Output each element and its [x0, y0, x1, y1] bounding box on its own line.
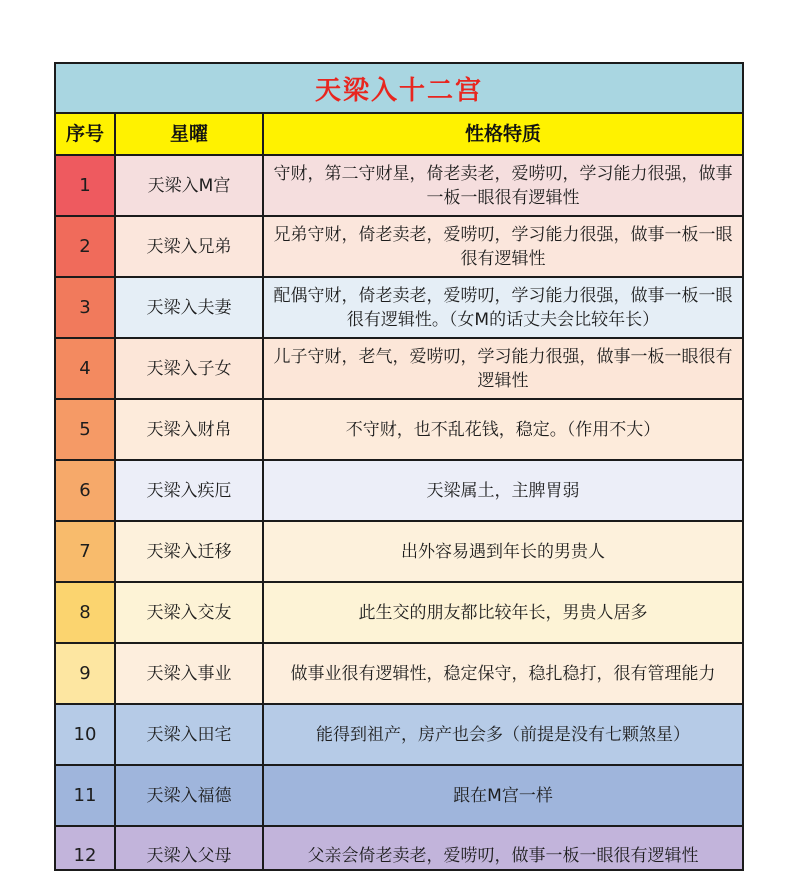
row-traits: 守财，第二守财星，倚老卖老，爱唠叨，学习能力很强，做事一板一眼很有逻辑性: [264, 156, 742, 217]
row-index: 2: [56, 217, 116, 278]
row-traits: 出外容易遇到年长的男贵人: [264, 522, 742, 583]
row-index: 5: [56, 400, 116, 461]
table-grid: [56, 114, 742, 871]
row-index: 3: [56, 278, 116, 339]
row-star: 天梁入兄弟: [116, 217, 264, 278]
row-star: 天梁入迁移: [116, 522, 264, 583]
row-traits: 配偶守财，倚老卖老，爱唠叨，学习能力很强，做事一板一眼很有逻辑性。（女M的话丈夫会比较年长）: [264, 278, 742, 339]
row-index: 6: [56, 461, 116, 522]
row-traits: 父亲会倚老卖老，爱唠叨，做事一板一眼很有逻辑性: [264, 827, 742, 871]
row-traits: 能得到祖产，房产也会多（前提是没有七颗煞星）: [264, 705, 742, 766]
row-star: 天梁入疾厄: [116, 461, 264, 522]
table-title: 天梁入十二宫: [314, 75, 483, 106]
row-star: 天梁入福德: [116, 766, 264, 827]
row-index: 1: [56, 156, 116, 217]
row-index: 9: [56, 644, 116, 705]
row-star: 天梁入财帛: [116, 400, 264, 461]
row-star: 天梁入交友: [116, 583, 264, 644]
row-traits: 跟在M宫一样: [264, 766, 742, 827]
row-star: 天梁入M宫: [116, 156, 264, 217]
row-index: 11: [56, 766, 116, 827]
row-star: 天梁入事业: [116, 644, 264, 705]
row-traits: 兄弟守财，倚老卖老，爱唠叨，学习能力很强，做事一板一眼很有逻辑性: [264, 217, 742, 278]
row-index: 10: [56, 705, 116, 766]
row-star: 天梁入田宅: [116, 705, 264, 766]
row-traits: 儿子守财，老气，爱唠叨，学习能力很强，做事一板一眼很有逻辑性: [264, 339, 742, 400]
header-index: 序号: [56, 114, 116, 156]
header-traits: 性格特质: [264, 114, 742, 156]
row-traits: 天梁属土，主脾胃弱: [264, 461, 742, 522]
row-index: 12: [56, 827, 116, 871]
row-star: 天梁入父母: [116, 827, 264, 871]
row-star: 天梁入子女: [116, 339, 264, 400]
row-index: 7: [56, 522, 116, 583]
row-index: 4: [56, 339, 116, 400]
table-title-bar: [56, 64, 742, 114]
row-star: 天梁入夫妻: [116, 278, 264, 339]
row-traits: 不守财，也不乱花钱，稳定。（作用不大）: [264, 400, 742, 461]
row-index: 8: [56, 583, 116, 644]
header-star: 星曜: [116, 114, 264, 156]
palace-table: [54, 62, 744, 871]
row-traits: 做事业很有逻辑性，稳定保守，稳扎稳打，很有管理能力: [264, 644, 742, 705]
row-traits: 此生交的朋友都比较年长，男贵人居多: [264, 583, 742, 644]
